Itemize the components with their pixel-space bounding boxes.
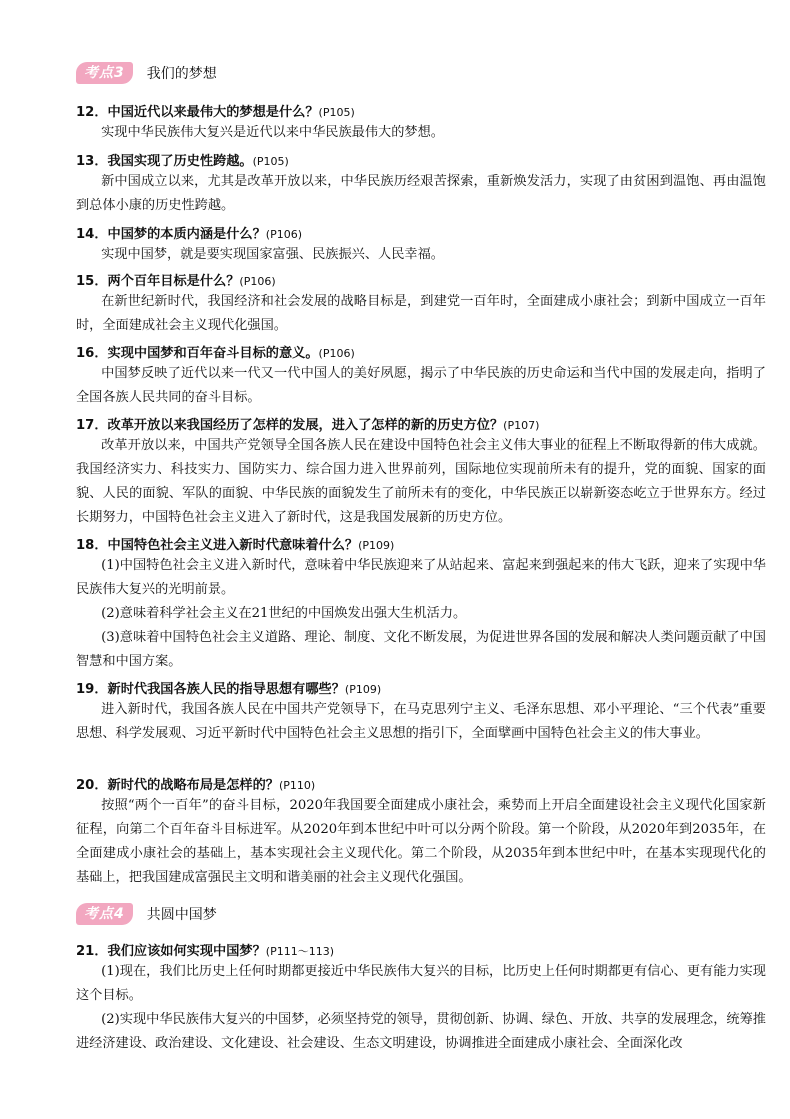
section-title: 我们的梦想 xyxy=(146,66,217,82)
page-ref: (P109) xyxy=(358,539,395,552)
answer-18-2: (2)意味着科学社会主义在21世纪的中国焕发出强大生机活力。 xyxy=(101,606,467,621)
page-ref: (P106) xyxy=(239,275,276,288)
answer-21-1: (1)现在，我们比历史上任何时期都更接近中华民族伟大复兴的目标，比历史上任何时期都更有信心、更有能力实现这个目标。 xyxy=(76,964,766,1003)
page-ref: (P105) xyxy=(252,155,289,168)
question-13: 13．我国实现了历史性跨越。(P105) xyxy=(76,154,289,169)
question-19: 19．新时代我国各族人民的指导思想有哪些？(P109) xyxy=(76,682,382,697)
answer-19: 进入新时代，我国各族人民在中国共产党领导下，在马克思列宁主义、毛泽东思想、邓小平理论、“三个代表”重要思想、科学发展观、习近平新时代中国特色社会主义思想的指引下，全面擘画中国特色社会主义的伟大事业。 xyxy=(76,702,766,741)
question-12: 12．中国近代以来最伟大的梦想是什么？(P105) xyxy=(76,105,355,120)
section-badge: 考点3 xyxy=(76,62,133,84)
answer-17: 改革开放以来，中国共产党领导全国各族人民在建设中国特色社会主义伟大事业的征程上不断取得新的伟大成就。我国经济实力、科技实力、国防实力、综合国力进入世界前列，国际地位实现前所未有的提升，党的面貌、国家的面貌、人民的面貌、军队的面貌、中华民族的面貌发生了前所未有的变化，中华民族正以崭新姿态屹立于世界东方。经过长期努力，中国特色社会主义进入了新时代，这是我国发展新的历史方位。 xyxy=(76,438,766,525)
answer-21-2: (2)实现中华民族伟大复兴的中国梦，必须坚持党的领导，贯彻创新、协调、绿色、开放、共享的发展理念，统筹推进经济建设、政治建设、文化建设、社会建设、生态文明建设，协调推进全面建成小康社会、全面深化改 xyxy=(76,1012,766,1051)
answer-18-3: (3)意味着中国特色社会主义道路、理论、制度、文化不断发展，为促进世界各国的发展和解决人类问题贡献了中国智慧和中国方案。 xyxy=(76,630,766,669)
question-18: 18．中国特色社会主义进入新时代意味着什么？(P109) xyxy=(76,538,395,553)
page-ref: (P111～113) xyxy=(265,945,335,958)
answer-15: 在新世纪新时代，我国经济和社会发展的战略目标是，到建党一百年时，全面建成小康社会；到新中国成立一百年时，全面建成社会主义现代化强国。 xyxy=(76,294,766,333)
page-ref: (P106) xyxy=(265,228,303,241)
page-ref: (P110) xyxy=(278,779,316,792)
section-title: 共圆中国梦 xyxy=(146,907,217,923)
page-ref: (P107) xyxy=(503,419,540,432)
page-ref: (P106) xyxy=(318,347,355,360)
question-17: 17．改革开放以来我国经历了怎样的发展，进入了怎样的新的历史方位？(P107) xyxy=(76,418,540,433)
answer-16: 中国梦反映了近代以来一代又一代中国人的美好夙愿，揭示了中华民族的历史命运和当代中国的发展走向，指明了全国各族人民共同的奋斗目标。 xyxy=(76,366,766,405)
answer-20: 按照“两个一百年”的奋斗目标，2020年我国要全面建成小康社会，乘势而上开启全面建设社会主义现代化国家新征程，向第二个百年奋斗目标进军。从2020年到本世纪中叶可以分两个阶段。第一个阶段，从2020年到2035年，在全面建成小康社会的基础上，基本实现社会主义现代化。第二个阶段，从2035年到本世纪中叶，在基本实现现代化的基础上，把我国建成富强民主文明和谐美丽的社会主义现代化强国。 xyxy=(76,798,766,885)
section-header-4 xyxy=(76,903,217,925)
page-ref: (P109) xyxy=(344,683,382,696)
answer-14: 实现中国梦，就是要实现国家富强、民族振兴、人民幸福。 xyxy=(101,247,444,262)
question-21: 21．我们应该如何实现中国梦？(P111～113) xyxy=(76,944,335,959)
question-15: 15．两个百年目标是什么？(P106) xyxy=(76,274,276,289)
section-header-3 xyxy=(76,62,217,84)
answer-12: 实现中华民族伟大复兴是近代以来中华民族最伟大的梦想。 xyxy=(101,125,444,140)
section-badge: 考点4 xyxy=(76,903,133,925)
answer-18-1: (1)中国特色社会主义进入新时代，意味着中华民族迎来了从站起来、富起来到强起来的伟大飞跃，迎来了实现中华民族伟大复兴的光明前景。 xyxy=(76,558,766,597)
question-16: 16．实现中国梦和百年奋斗目标的意义。(P106) xyxy=(76,346,355,361)
page-ref: (P105) xyxy=(318,106,355,119)
question-14: 14．中国梦的本质内涵是什么？(P106) xyxy=(76,227,303,242)
answer-13: 新中国成立以来，尤其是改革开放以来，中华民族历经艰苦探索，重新焕发活力，实现了由贫困到温饱、再由温饱到总体小康的历史性跨越。 xyxy=(76,174,766,213)
question-20: 20．新时代的战略布局是怎样的？(P110) xyxy=(76,778,316,793)
